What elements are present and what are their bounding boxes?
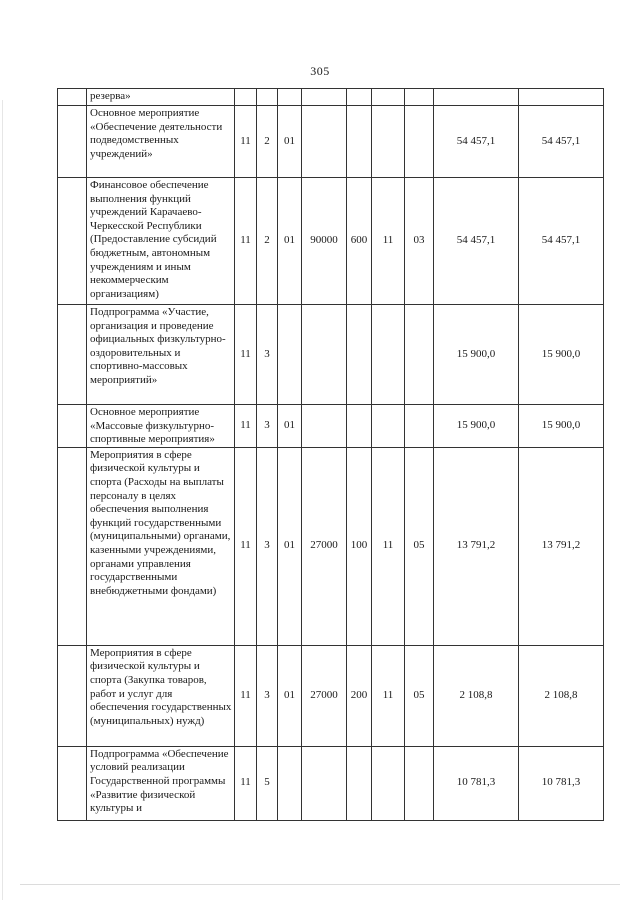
item-name-cell: Подпрограмма «Участие, организация и проведение официальных физкультурно-оздоровительных и спортивно-массовых мероприятий» (87, 305, 235, 405)
code-cell: 600 (347, 178, 372, 305)
amount-cell (519, 89, 604, 106)
amount-cell: 2 108,8 (519, 645, 604, 746)
row-number-cell (58, 405, 87, 448)
table-row (58, 746, 604, 820)
row-number-cell (58, 305, 87, 405)
item-name-cell: Финансовое обеспечение выполнения функций учреждений Карачаево-Черкесской Республики (Предоставление субсидий бюджетным, автономным учреждениям и иным некоммерческим организациям) (87, 178, 235, 305)
code-cell: 27000 (302, 447, 347, 645)
code-cell (302, 405, 347, 448)
row-number-cell (58, 106, 87, 178)
row-number-cell (58, 178, 87, 305)
code-cell: 01 (278, 405, 302, 448)
amount-cell: 10 781,3 (519, 746, 604, 820)
code-cell: 01 (278, 447, 302, 645)
code-cell: 05 (405, 645, 434, 746)
code-cell (235, 89, 257, 106)
amount-cell: 54 457,1 (519, 106, 604, 178)
code-cell (302, 305, 347, 405)
scan-artifact (2, 100, 3, 900)
table-row (58, 645, 604, 746)
code-cell (405, 89, 434, 106)
page-number: 305 (310, 64, 330, 78)
code-cell: 01 (278, 178, 302, 305)
item-name-cell: Мероприятия в сфере физической культуры и спорта (Расходы на выплаты персоналу в целях обеспечения выполнения функций государственными (муниципальными) органами, казенными учреждениями, органами управления государственными внебюджетными фондами) (87, 447, 235, 645)
code-cell (405, 305, 434, 405)
code-cell (347, 89, 372, 106)
code-cell: 3 (257, 447, 278, 645)
row-number-cell (58, 645, 87, 746)
code-cell: 11 (235, 305, 257, 405)
code-cell: 11 (372, 178, 405, 305)
code-cell: 11 (372, 645, 405, 746)
scan-artifact (20, 884, 620, 885)
code-cell (405, 746, 434, 820)
code-cell: 27000 (302, 645, 347, 746)
item-name-cell: Основное мероприятие «Обеспечение деятельности подведомственных учреждений» (87, 106, 235, 178)
code-cell (372, 746, 405, 820)
code-cell: 01 (278, 106, 302, 178)
code-cell: 100 (347, 447, 372, 645)
code-cell: 11 (235, 645, 257, 746)
table-row (58, 178, 604, 305)
code-cell: 90000 (302, 178, 347, 305)
amount-cell: 15 900,0 (434, 305, 519, 405)
code-cell (278, 89, 302, 106)
code-cell: 11 (372, 447, 405, 645)
code-cell (372, 305, 405, 405)
amount-cell: 54 457,1 (519, 178, 604, 305)
row-number-cell (58, 746, 87, 820)
code-cell (347, 305, 372, 405)
item-name-cell: Подпрограмма «Обеспечение условий реализации Государственной программы «Развитие физической культуры и (87, 746, 235, 820)
code-cell: 11 (235, 447, 257, 645)
amount-cell: 13 791,2 (434, 447, 519, 645)
code-cell: 11 (235, 746, 257, 820)
code-cell (405, 405, 434, 448)
table-row (58, 405, 604, 448)
code-cell: 11 (235, 178, 257, 305)
amount-cell (434, 89, 519, 106)
item-name-cell: Основное мероприятие «Массовые физкультурно-спортивные мероприятия» (87, 405, 235, 448)
code-cell (347, 405, 372, 448)
amount-cell: 10 781,3 (434, 746, 519, 820)
table-row (58, 106, 604, 178)
code-cell: 3 (257, 645, 278, 746)
code-cell (302, 106, 347, 178)
amount-cell: 15 900,0 (434, 405, 519, 448)
code-cell: 11 (235, 405, 257, 448)
amount-cell: 15 900,0 (519, 405, 604, 448)
code-cell (302, 746, 347, 820)
row-number-cell (58, 447, 87, 645)
code-cell: 11 (235, 106, 257, 178)
code-cell (347, 106, 372, 178)
code-cell: 5 (257, 746, 278, 820)
code-cell: 3 (257, 305, 278, 405)
table-row (58, 305, 604, 405)
item-name-cell: резерва» (87, 89, 235, 106)
code-cell (405, 106, 434, 178)
code-cell: 2 (257, 178, 278, 305)
amount-cell: 2 108,8 (434, 645, 519, 746)
code-cell: 2 (257, 106, 278, 178)
row-number-cell (58, 89, 87, 106)
amount-cell: 15 900,0 (519, 305, 604, 405)
amount-cell: 54 457,1 (434, 106, 519, 178)
code-cell (278, 305, 302, 405)
code-cell (372, 106, 405, 178)
table-row (58, 89, 604, 106)
item-name-cell: Мероприятия в сфере физической культуры и спорта (Закупка товаров, работ и услуг для обеспечения государственных (муниципальных) нужд) (87, 645, 235, 746)
code-cell: 03 (405, 178, 434, 305)
code-cell: 3 (257, 405, 278, 448)
code-cell: 01 (278, 645, 302, 746)
table-row (58, 447, 604, 645)
budget-table (57, 88, 604, 821)
code-cell (372, 405, 405, 448)
code-cell: 200 (347, 645, 372, 746)
code-cell (302, 89, 347, 106)
code-cell: 05 (405, 447, 434, 645)
code-cell (347, 746, 372, 820)
code-cell (257, 89, 278, 106)
code-cell (372, 89, 405, 106)
amount-cell: 13 791,2 (519, 447, 604, 645)
amount-cell: 54 457,1 (434, 178, 519, 305)
code-cell (278, 746, 302, 820)
